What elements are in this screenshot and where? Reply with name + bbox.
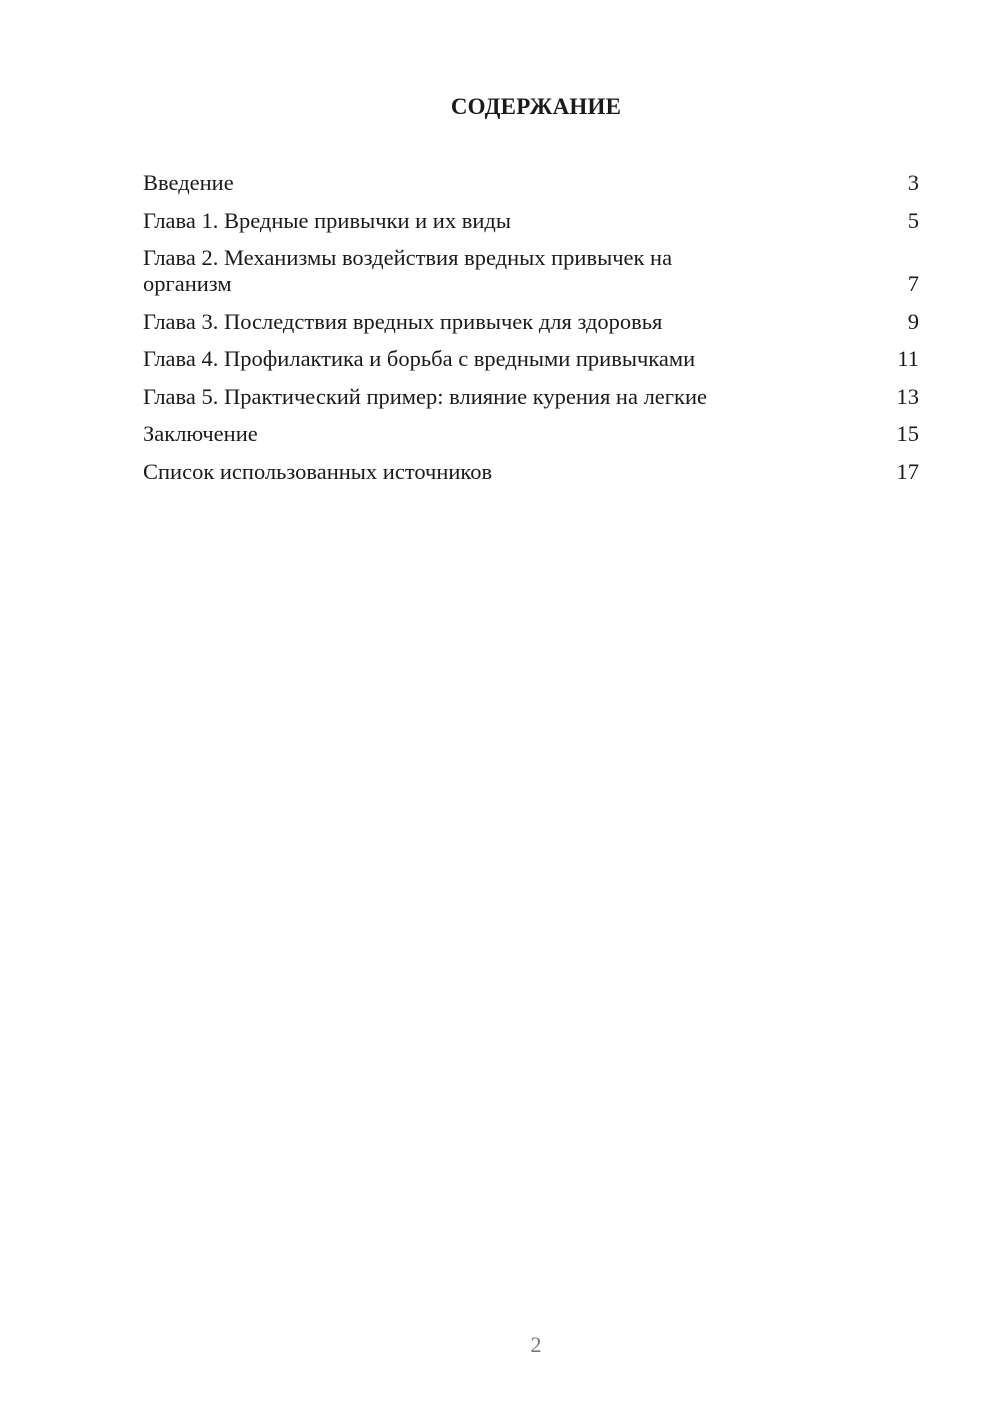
toc-entry-page: 5	[907, 207, 919, 233]
toc-entry-page: 3	[907, 170, 919, 195]
toc-entry-chapter-5	[143, 384, 919, 410]
toc-entry-chapter-3	[143, 309, 919, 335]
toc-entry-label: Глава 5. Практический пример: влияние курения на легкие	[143, 383, 707, 409]
toc-entry-references	[143, 459, 919, 485]
toc-entry-label: Глава 1. Вредные привычки и их виды	[143, 207, 511, 233]
page-number: 2	[530, 1332, 542, 1357]
toc-entry-label: Введение	[143, 170, 234, 195]
toc-entry-label: Заключение	[143, 421, 258, 446]
toc-entry-chapter-2	[143, 245, 919, 297]
toc-entry-conclusion	[143, 421, 919, 447]
toc-entry-page: 7	[907, 271, 919, 296]
table-of-contents	[143, 170, 919, 496]
toc-entry-chapter-1	[143, 208, 919, 234]
toc-entry-page: 17	[896, 458, 919, 484]
toc-entry-label: Глава 2. Механизмы воздействия вредных привычек на организм	[143, 245, 673, 296]
toc-entry-page: 15	[896, 421, 919, 446]
toc-entry-chapter-4	[143, 346, 919, 372]
toc-entry-introduction	[143, 170, 919, 196]
toc-entry-page: 9	[907, 308, 919, 334]
page-title: СОДЕРЖАНИЕ	[450, 94, 622, 119]
toc-entry-label: Глава 3. Последствия вредных привычек для здоровья	[143, 308, 663, 334]
toc-entry-label: Список использованных источников	[143, 458, 493, 484]
toc-entry-page: 13	[896, 383, 919, 409]
toc-entry-label: Глава 4. Профилактика и борьба с вредными привычками	[143, 346, 696, 371]
toc-entry-page: 11	[897, 346, 919, 371]
